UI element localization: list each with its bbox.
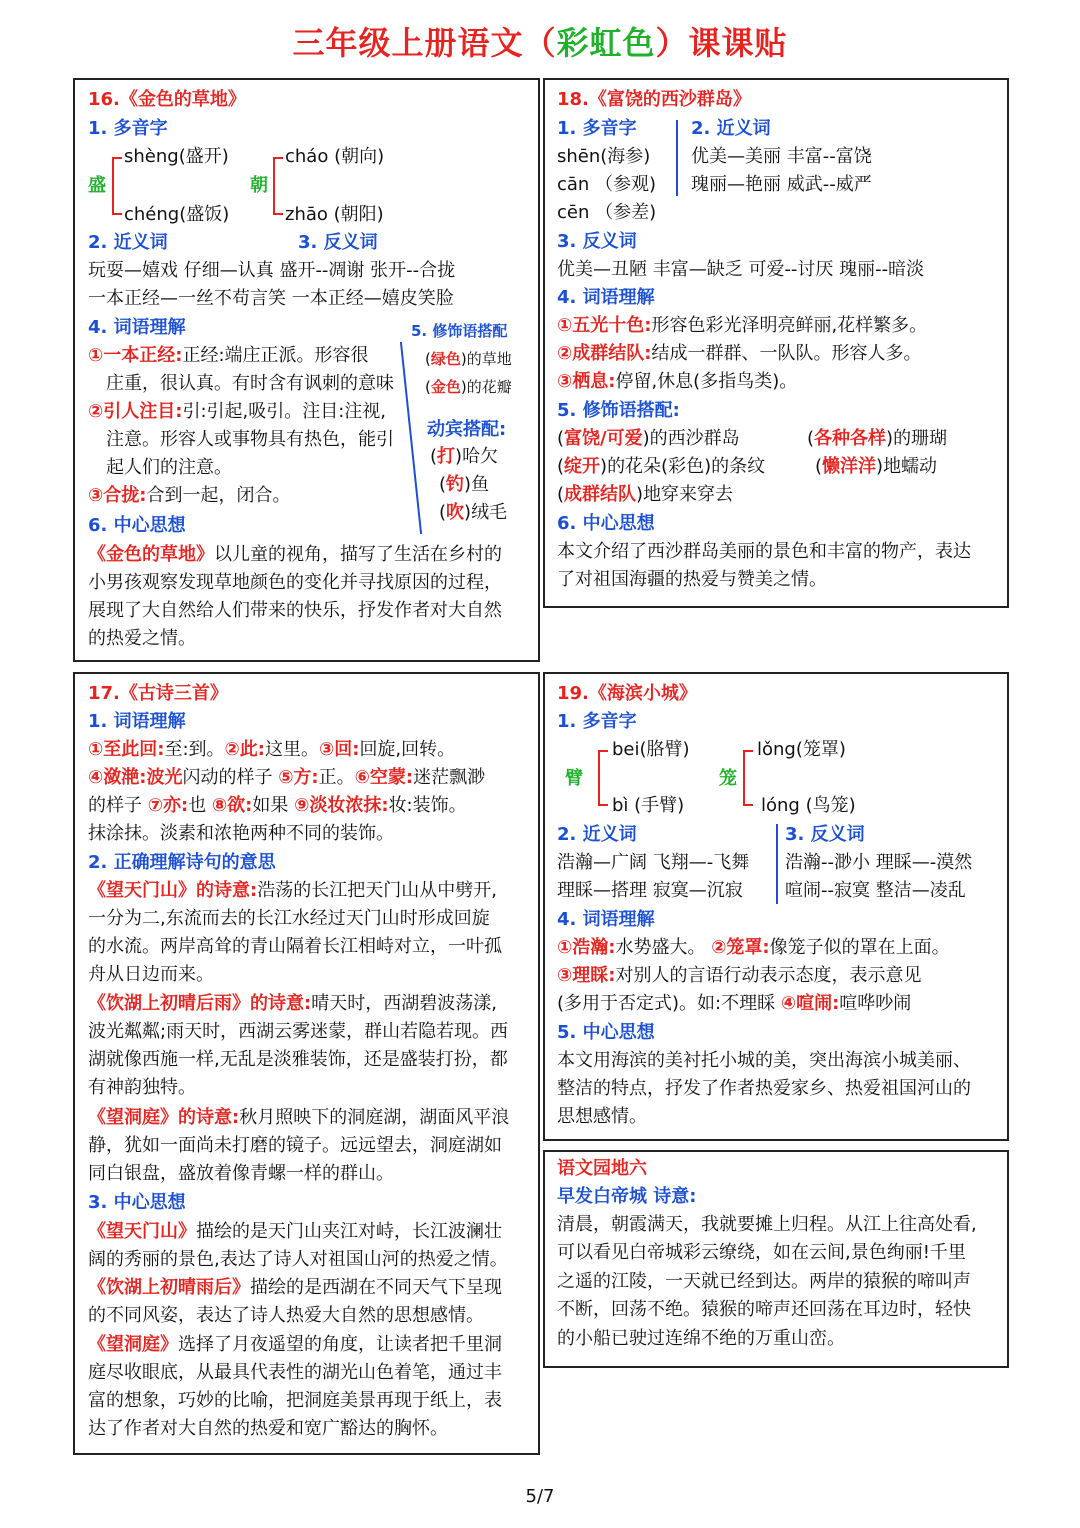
s19-theme-line: 本文用海滨的美衬托小城的美，突出海滨小城美丽、: [557, 1050, 971, 1071]
s17-meaning-line: 湖就像西施一样,无乱是淡雅装饰，还是盛装打扮，都: [88, 1049, 508, 1070]
s16-word-item: ③合拢:合到一起，闭合。: [88, 485, 291, 506]
s16-theme-line: 展现了大自然给人们带来的快乐，抒发作者对大自然: [88, 600, 502, 621]
poly-reading: lǒng(笼罩): [757, 739, 846, 760]
s18-poly-reading: cēn （参差): [557, 202, 657, 223]
brace-bracket: [598, 750, 608, 806]
s19-polyphone-heading: 1. 多音字: [557, 711, 637, 732]
s18-syn-heading: 2. 近义词: [691, 118, 771, 139]
s18-theme-line: 本文介绍了西沙群岛美丽的景色和丰富的物产，表达: [557, 541, 971, 562]
s19-ant-line: 喧闹--寂寞 整洁—凌乱: [785, 880, 966, 901]
s19-theme-line: 整洁的特点，抒发了作者热爱家乡、热爱祖国河山的: [557, 1078, 971, 1099]
s18-theme-line: 了对祖国海疆的热爱与赞美之情。: [557, 569, 827, 590]
s17-theme-line: 《饮湖上初晴雨后》描绘的是西湖在不同天气下呈现: [88, 1277, 502, 1298]
s16-word-item-cont: 庄重，很认真。有时含有讽刺的意味: [106, 373, 394, 394]
s16-ant-heading: 3. 反义词: [298, 232, 378, 253]
s16-theme-line: 《金色的草地》以儿童的视角，描写了生活在乡村的: [88, 544, 502, 565]
s16-word-item: ①一本正经:正经:端庄正派。形容很: [88, 345, 369, 366]
s19-syn-line: 浩瀚—广阔 飞翔—-飞舞: [557, 852, 750, 873]
garden-heading: 语文园地六: [557, 1158, 647, 1179]
poly-char: 臂: [565, 768, 583, 789]
s18-word-item: ①五光十色:形容色彩光泽明亮鲜丽,花样繁多。: [557, 315, 928, 336]
s17-words-heading: 1. 词语理解: [88, 711, 186, 732]
poly-reading: cháo (朝向): [285, 146, 385, 167]
poly-reading: chéng(盛饭): [124, 204, 230, 225]
s17-word-line: 抹涂抹。淡素和浓艳两种不同的装饰。: [88, 823, 394, 844]
s18-divider-line: [676, 120, 678, 196]
section-18-heading: 18.《富饶的西沙群岛》: [557, 89, 751, 110]
s19-syn-heading: 2. 近义词: [557, 824, 637, 845]
s19-theme-heading: 5. 中心思想: [557, 1022, 655, 1043]
s17-meaning-heading: 2. 正确理解诗句的意思: [88, 852, 276, 873]
s16-vo-item: (吹)绒毛: [439, 502, 508, 523]
s17-meaning-line: 波光粼粼;雨天时，西湖云雾迷蒙，群山若隐若现。西: [88, 1021, 509, 1042]
poly-reading: zhāo (朝阳): [285, 204, 384, 225]
s18-poly-reading: cān （参观): [557, 174, 657, 195]
poly-reading: lóng (鸟笼): [761, 795, 856, 816]
brace-bracket: [273, 157, 283, 215]
s18-theme-heading: 6. 中心思想: [557, 513, 655, 534]
garden-line: 可以看见白帝城彩云缭绕，如在云间,景色绚丽!千里: [557, 1242, 966, 1263]
poly-reading: shèng(盛开): [124, 146, 229, 167]
s16-word-item-cont: 注意。形容人或事物具有热色，能引: [106, 429, 394, 450]
poly-char: 朝: [250, 175, 268, 196]
s17-theme-heading: 3. 中心思想: [88, 1192, 186, 1213]
s18-mod-heading: 5. 修饰语搭配:: [557, 400, 680, 421]
section-16-heading: 16.《金色的草地》: [88, 89, 246, 110]
s16-vo-item: (钓)鱼: [439, 474, 490, 495]
s18-mod-item: (绽开)的花朵(彩色)的条纹: [557, 456, 766, 477]
s17-meaning-line: 《饮湖上初晴后雨》的诗意:晴天时，西湖碧波荡漾,: [88, 993, 497, 1014]
garden-line: 之遥的江陵，一天就已经到达。两岸的猿猴的啼叫声: [557, 1271, 971, 1292]
s17-meaning-line: 同白银盘，盛放着像青螺一样的群山。: [88, 1163, 394, 1184]
s19-words-heading: 4. 词语理解: [557, 909, 655, 930]
section-19-heading: 19.《海滨小城》: [557, 683, 697, 704]
s18-mod-item: (成群结队)地穿来穿去: [557, 484, 734, 505]
s16-theme-line: 小男孩观察发现草地颜色的变化并寻找原因的过程，: [88, 572, 502, 593]
s17-meaning-line: 舟从日边而来。: [88, 964, 214, 985]
s18-ant-line: 优美—丑陋 丰富—缺乏 可爱--讨厌 瑰丽--暗淡: [557, 259, 925, 280]
s17-word-line: ④潋滟:波光闪动的样子 ⑤方:正。⑥空蒙:迷茫飘渺: [88, 767, 486, 788]
s18-polyphone-heading: 1. 多音字: [557, 118, 637, 139]
s19-word-item: ③理睬:对别人的言语行动表示态度，表示意见: [557, 965, 922, 986]
s17-word-line: 的样子 ⑦亦:也 ⑧欲:如果 ⑨淡妆浓抹:妆:装饰。: [88, 795, 467, 816]
s17-theme-line: 阔的秀丽的景色,表达了诗人对祖国山河的热爱之情。: [88, 1249, 508, 1270]
s16-theme-heading: 6. 中心思想: [88, 515, 186, 536]
poly-char: 笼: [719, 768, 737, 789]
s16-syn-line: 一本正经—一丝不苟言笑 一本正经—嬉皮笑脸: [88, 288, 454, 309]
s16-theme-line: 的热爱之情。: [88, 628, 196, 649]
s16-syn-heading: 2. 近义词: [88, 232, 168, 253]
s17-theme-line: 富的想象，巧妙的比喻，把洞庭美景再现于纸上，表: [88, 1390, 502, 1411]
poly-char: 盛: [88, 175, 106, 196]
s19-divider-line: [776, 824, 778, 904]
s19-ant-line: 浩瀚--渺小 理睬—-漠然: [785, 852, 973, 873]
poly-reading: bei(胳臂): [612, 739, 690, 760]
s19-theme-line: 思想感情。: [557, 1106, 647, 1127]
s16-mod-heading: 5. 修饰语搭配: [411, 322, 508, 340]
s18-syn-line: 瑰丽—艳丽 威武--威严: [691, 174, 872, 195]
s18-mod-item: (各种各样)的珊瑚: [807, 428, 948, 449]
s16-word-item-cont: 起人们的注意。: [106, 457, 232, 478]
s18-syn-line: 优美—美丽 丰富--富饶: [691, 146, 872, 167]
section-17-heading: 17.《古诗三首》: [88, 683, 228, 704]
garden-subheading: 早发白帝城 诗意:: [557, 1186, 697, 1207]
s17-theme-line: 庭尽收眼底，从最具代表性的湖光山色着笔，通过丰: [88, 1362, 502, 1383]
page-number: 5/7: [525, 1486, 555, 1507]
s16-syn-line: 玩耍—嬉戏 仔细—认真 盛开--凋谢 张开--合拢: [88, 260, 456, 281]
s18-mod-item: (懒洋洋)地蠕动: [815, 456, 938, 477]
s17-meaning-line: 一分为二,东流而去的长江水经过天门山时形成回旋: [88, 908, 490, 929]
brace-bracket: [112, 157, 122, 215]
s19-syn-line: 理睬—搭理 寂寞—沉寂: [557, 880, 743, 901]
poly-reading: bì (手臂): [612, 795, 685, 816]
s16-word-item: ②引人注目:引:引起,吸引。注目:注视,: [88, 401, 387, 422]
s18-ant-heading: 3. 反义词: [557, 231, 637, 252]
s17-meaning-line: 静，犹如一面尚未打磨的镜子。远远望去，洞庭湖如: [88, 1135, 502, 1156]
brace-bracket: [743, 750, 753, 806]
s17-meaning-line: 《望洞庭》的诗意:秋月照映下的洞庭湖，湖面风平浪: [88, 1107, 510, 1128]
s18-words-heading: 4. 词语理解: [557, 287, 655, 308]
s17-meaning-line: 《望天门山》的诗意:浩荡的长江把天门山从中劈开,: [88, 880, 497, 901]
s17-meaning-line: 有神韵独特。: [88, 1077, 196, 1098]
s16-vo-item: (打)哈欠: [430, 446, 499, 467]
s18-mod-item: (富饶/可爱)的西沙群岛: [557, 428, 740, 449]
s16-words-heading: 4. 词语理解: [88, 317, 186, 338]
s17-theme-line: 《望天门山》描绘的是天门山夹江对峙，长江波澜壮: [88, 1221, 502, 1242]
s18-poly-reading: shēn(海参): [557, 146, 651, 167]
s16-mod-item: (绿色)的草地: [425, 350, 512, 368]
s16-mod-item: (金色)的花瓣: [425, 378, 512, 396]
s19-word-item: ①浩瀚:水势盛大。 ②笼罩:像笼子似的罩在上面。: [557, 937, 950, 958]
page-title: 三年级上册语文（彩虹色）课课贴: [292, 24, 788, 62]
s18-word-item: ②成群结队:结成一群群、一队队。形容人多。: [557, 343, 922, 364]
s17-meaning-line: 的水流。两岸高耸的青山隔着长江相峙对立，一叶孤: [88, 936, 502, 957]
s17-theme-line: 《望洞庭》选择了月夜遥望的角度，让读者把千里洞: [88, 1334, 502, 1355]
s19-ant-heading: 3. 反义词: [785, 824, 865, 845]
s17-theme-line: 的不同风姿，表达了诗人热爱大自然的思想感情。: [88, 1305, 484, 1326]
s18-word-item: ③栖息:停留,休息(多指鸟类)。: [557, 371, 798, 392]
s17-word-line: ①至此回:至:到。②此:这里。③回:回旋,回转。: [88, 739, 456, 760]
garden-line: 不断，回荡不绝。猿猴的啼声还回荡在耳边时，轻快: [557, 1299, 971, 1320]
s16-vo-heading: 动宾搭配:: [427, 419, 507, 440]
s19-word-item: (多用于否定式)。如:不理睬 ④喧闹:喧哗吵闹: [557, 993, 912, 1014]
s17-theme-line: 达了作者对大自然的热爱和宽广豁达的胸怀。: [88, 1418, 448, 1439]
s16-polyphone-heading: 1. 多音字: [88, 118, 168, 139]
garden-line: 的小船已驶过连绵不绝的万重山峦。: [557, 1328, 845, 1349]
garden-line: 清晨，朝霞满天，我就要摊上归程。从江上往高处看,: [557, 1214, 977, 1235]
